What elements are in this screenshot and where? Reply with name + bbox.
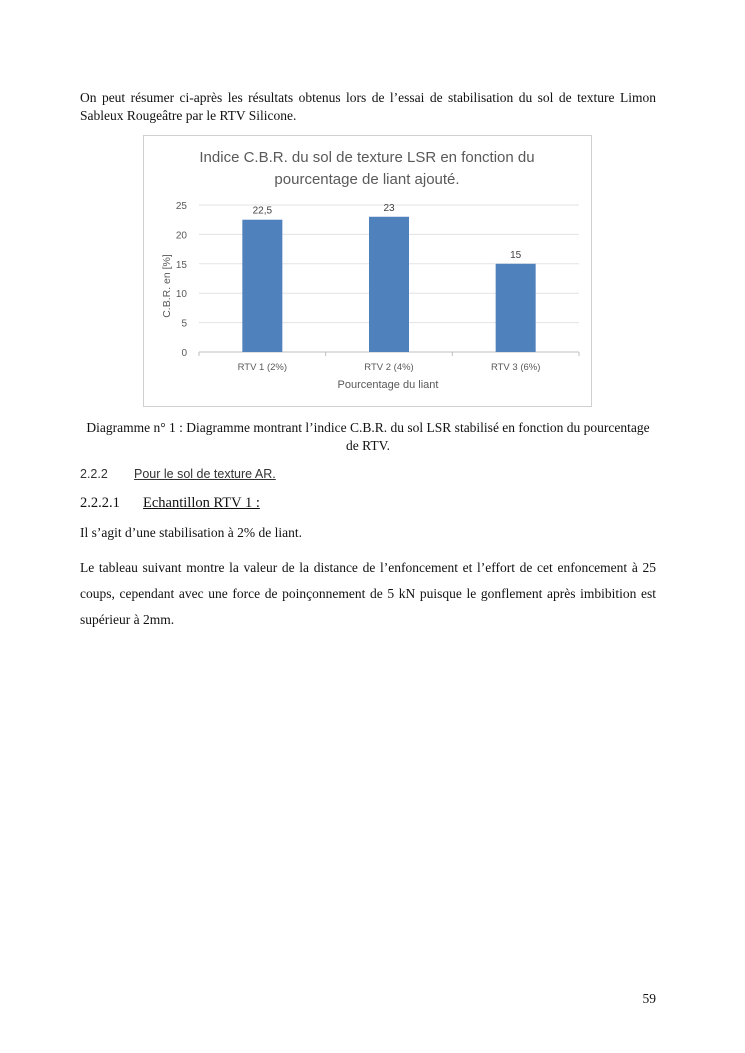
bar-data-label: 22,5 xyxy=(252,205,273,217)
bar xyxy=(496,264,536,352)
y-tick-label: 5 xyxy=(181,318,187,330)
cbr-bar-chart xyxy=(143,135,592,407)
intro-paragraph: On peut résumer ci-après les résultats obtenus lors de l’essai de stabilisation du sol de texture Limon Sableux Rougeâtre par le RTV Silicone. xyxy=(80,90,656,123)
page-number: 59 xyxy=(642,991,656,1006)
subsection-title: Echantillon RTV 1 : xyxy=(143,495,260,511)
chart-title-line1: Indice C.B.R. du sol de texture LSR en fonction du xyxy=(199,149,535,166)
y-tick-label: 20 xyxy=(175,230,187,242)
subsection-number: 2.2.2.1 xyxy=(80,495,120,511)
section-number: 2.2.2 xyxy=(80,467,108,481)
y-tick-label: 25 xyxy=(175,201,187,212)
section-heading-2-2-2-1 xyxy=(80,495,260,512)
x-tick-label: RTV 2 (4%) xyxy=(364,362,414,373)
stabilisation-paragraph: Il s’agit d’une stabilisation à 2% de liant. xyxy=(80,525,302,540)
x-tick-label: RTV 3 (6%) xyxy=(490,362,541,373)
bar-data-label: 15 xyxy=(510,249,522,261)
chart-canvas xyxy=(144,136,591,406)
y-tick-label: 15 xyxy=(175,259,187,271)
chart-title-line2: pourcentage de liant ajouté. xyxy=(274,171,460,188)
chart-x-axis-label: Pourcentage du liant xyxy=(337,379,439,391)
table-intro-paragraph: Le tableau suivant montre la valeur de la distance de l’enfoncement et l’effort de cet enfoncement à 25 coups, cependant avec une force de poinçonnement de 5 kN puisque le gonflement après imbibition est supérieur à 2mm. xyxy=(80,560,656,627)
x-tick-label: RTV 1 (2%) xyxy=(237,362,288,373)
bar xyxy=(242,220,282,352)
bar xyxy=(369,217,409,352)
figure-caption: Diagramme n° 1 : Diagramme montrant l’indice C.B.R. du sol LSR stabilisé en fonction du pourcentage de RTV. xyxy=(86,420,650,453)
bar-data-label: 23 xyxy=(383,202,395,214)
y-tick-label: 10 xyxy=(175,289,187,301)
section-heading-2-2-2 xyxy=(80,467,276,481)
section-title: Pour le sol de texture AR. xyxy=(134,467,276,481)
chart-y-axis-label: C.B.R. en [%] xyxy=(161,254,173,318)
y-tick-label: 0 xyxy=(181,348,187,359)
